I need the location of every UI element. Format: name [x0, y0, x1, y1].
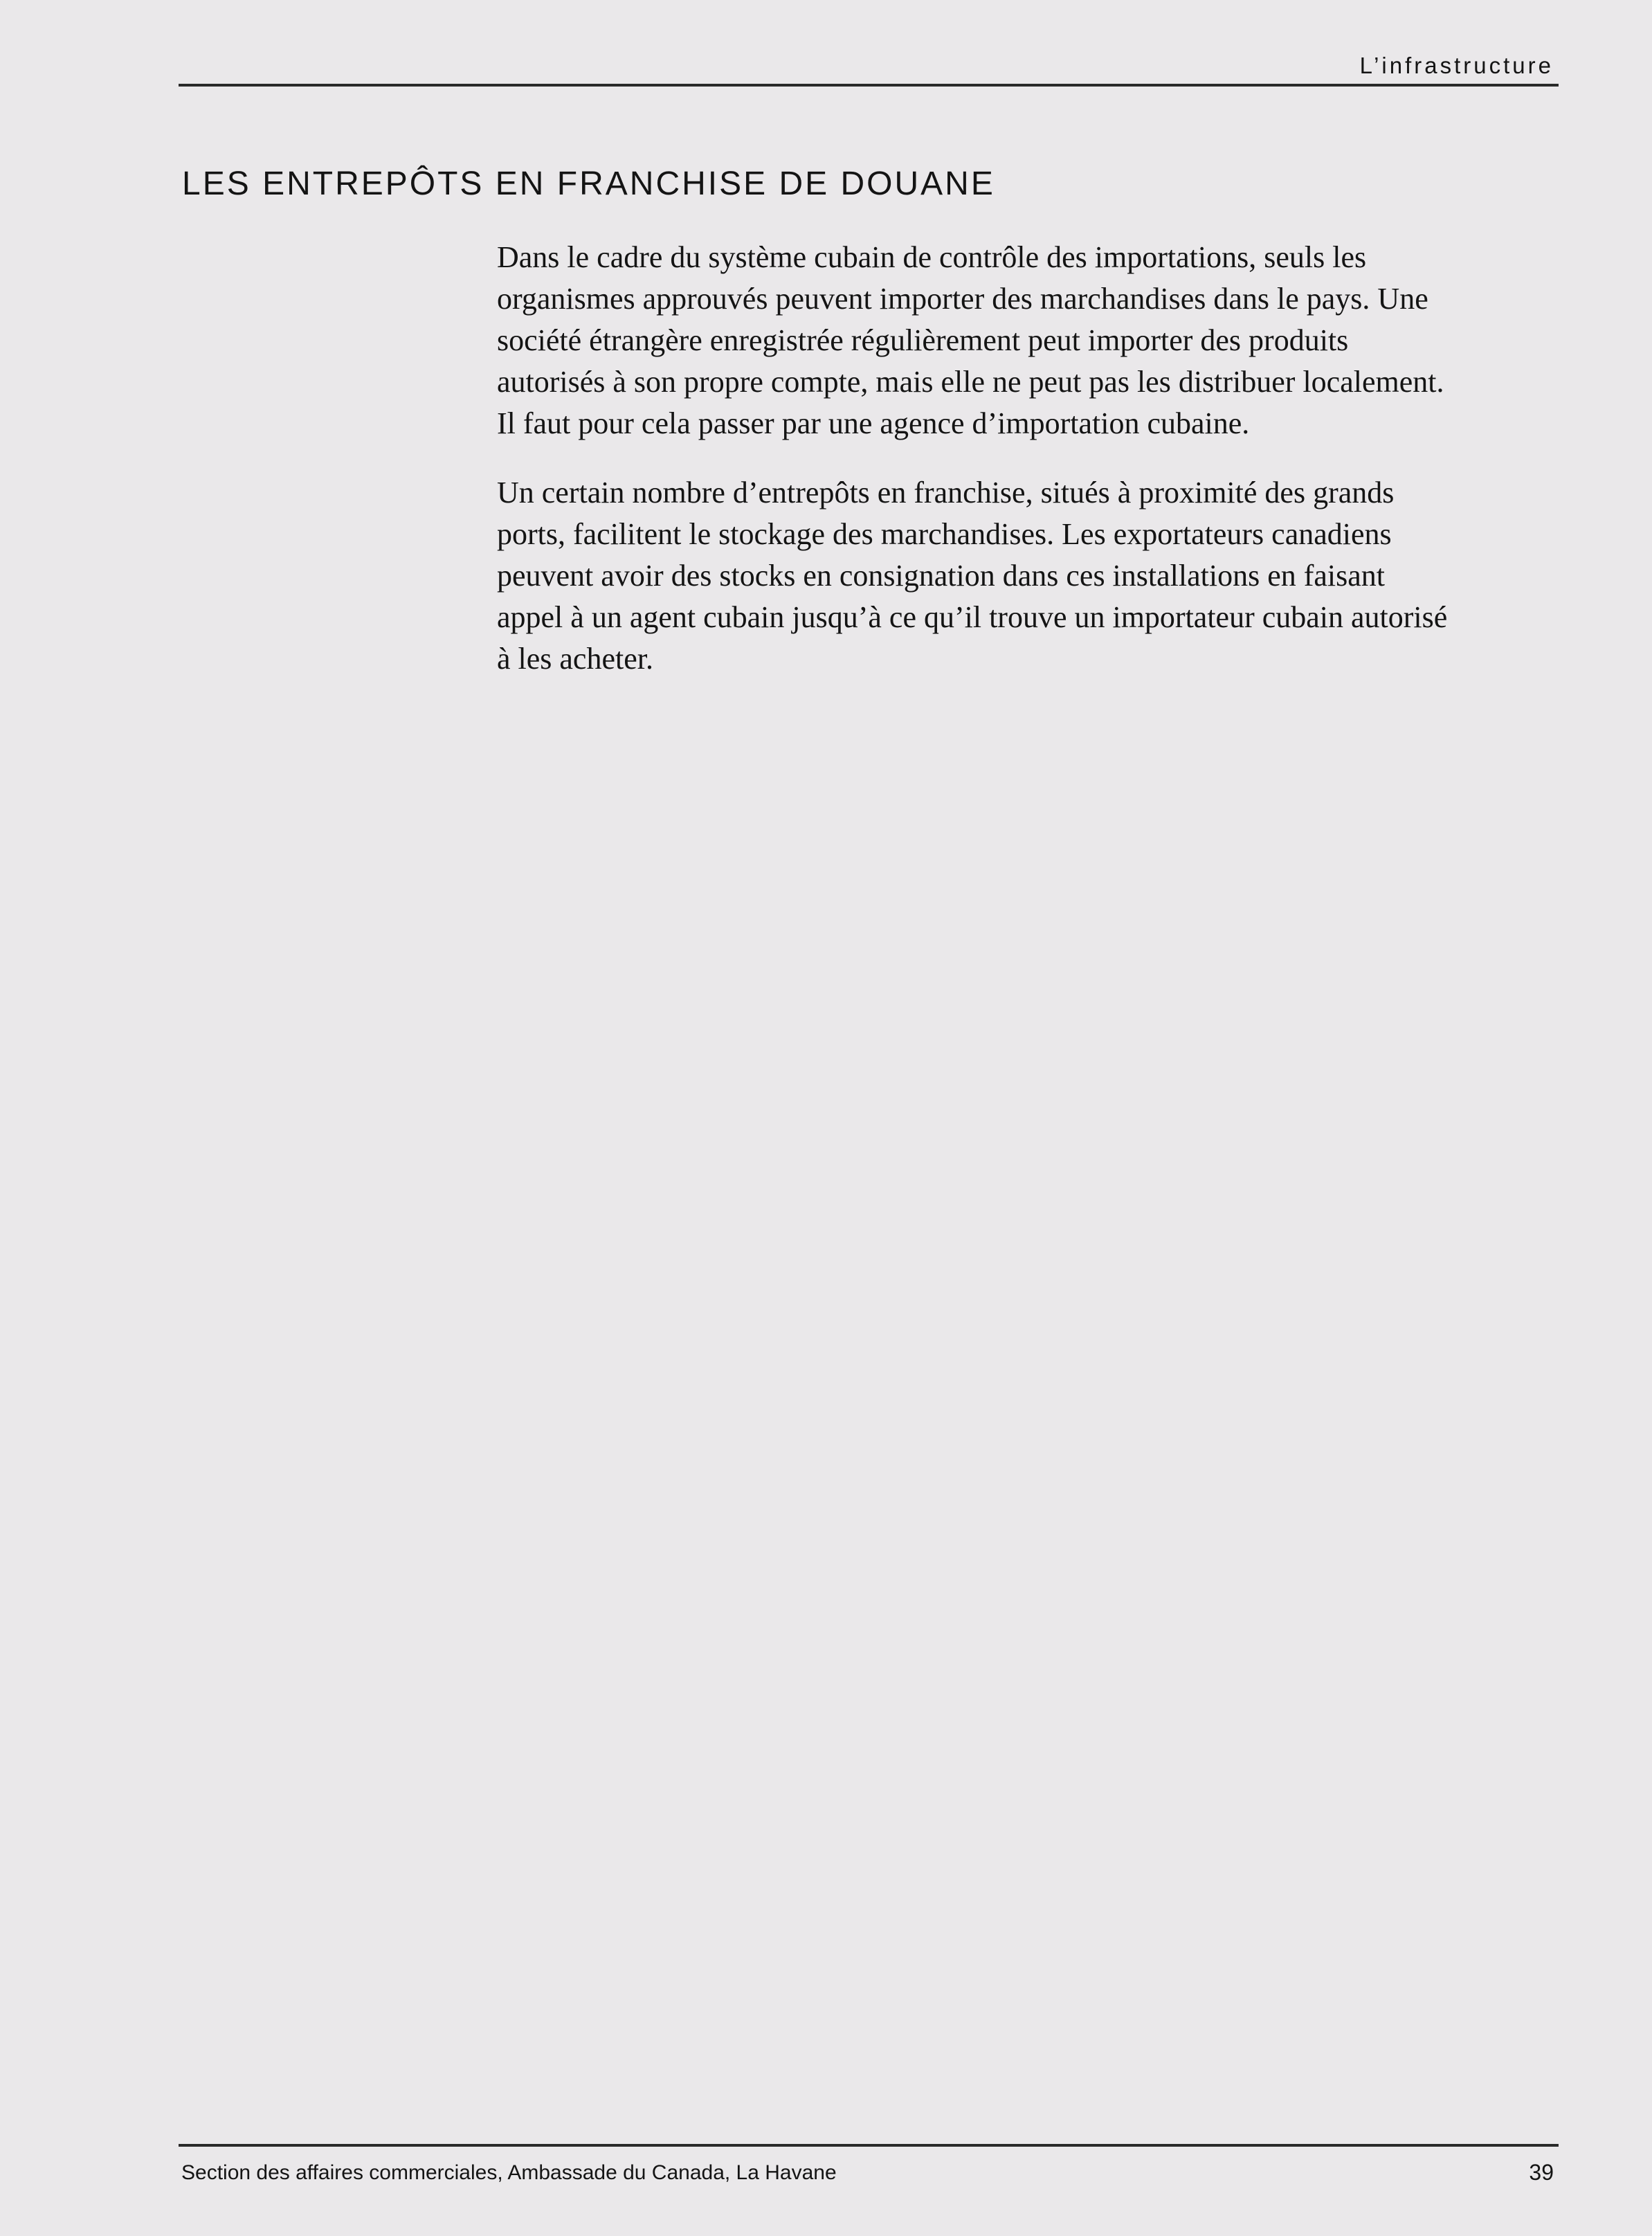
paragraph: Un certain nombre d’entrepôts en franchise, situés à proximité des grands ports, facilitent le stockage des marchandises. Les exportateurs canadiens peuvent avoir des stocks en consignation dans ces installations en faisant appel à un agent cubain jusqu’à ce qu’il trouve un importateur cubain autorisé à les acheter. — [497, 476, 1448, 676]
paragraph: Dans le cadre du système cubain de contrôle des importations, seuls les organismes approuvés peuvent importer des marchandises dans le pays. Une société étrangère enregistrée régulièrement peut importer des produits autorisés à son propre compte, mais elle ne peut pas les distribuer localement. Il faut pour cela passer par une agence d’importation cubaine. — [497, 240, 1444, 440]
running-header: L’infrastructure — [1359, 53, 1554, 78]
section-heading: LES ENTREPÔTS EN FRANCHISE DE DOUANE — [182, 165, 995, 202]
header-divider — [179, 84, 1559, 87]
footer-divider — [179, 2144, 1559, 2147]
footer-source: Section des affaires commerciales, Ambassade du Canada, La Havane — [181, 2161, 837, 2184]
page-number: 39 — [1529, 2160, 1554, 2185]
section-body — [497, 237, 1452, 707]
